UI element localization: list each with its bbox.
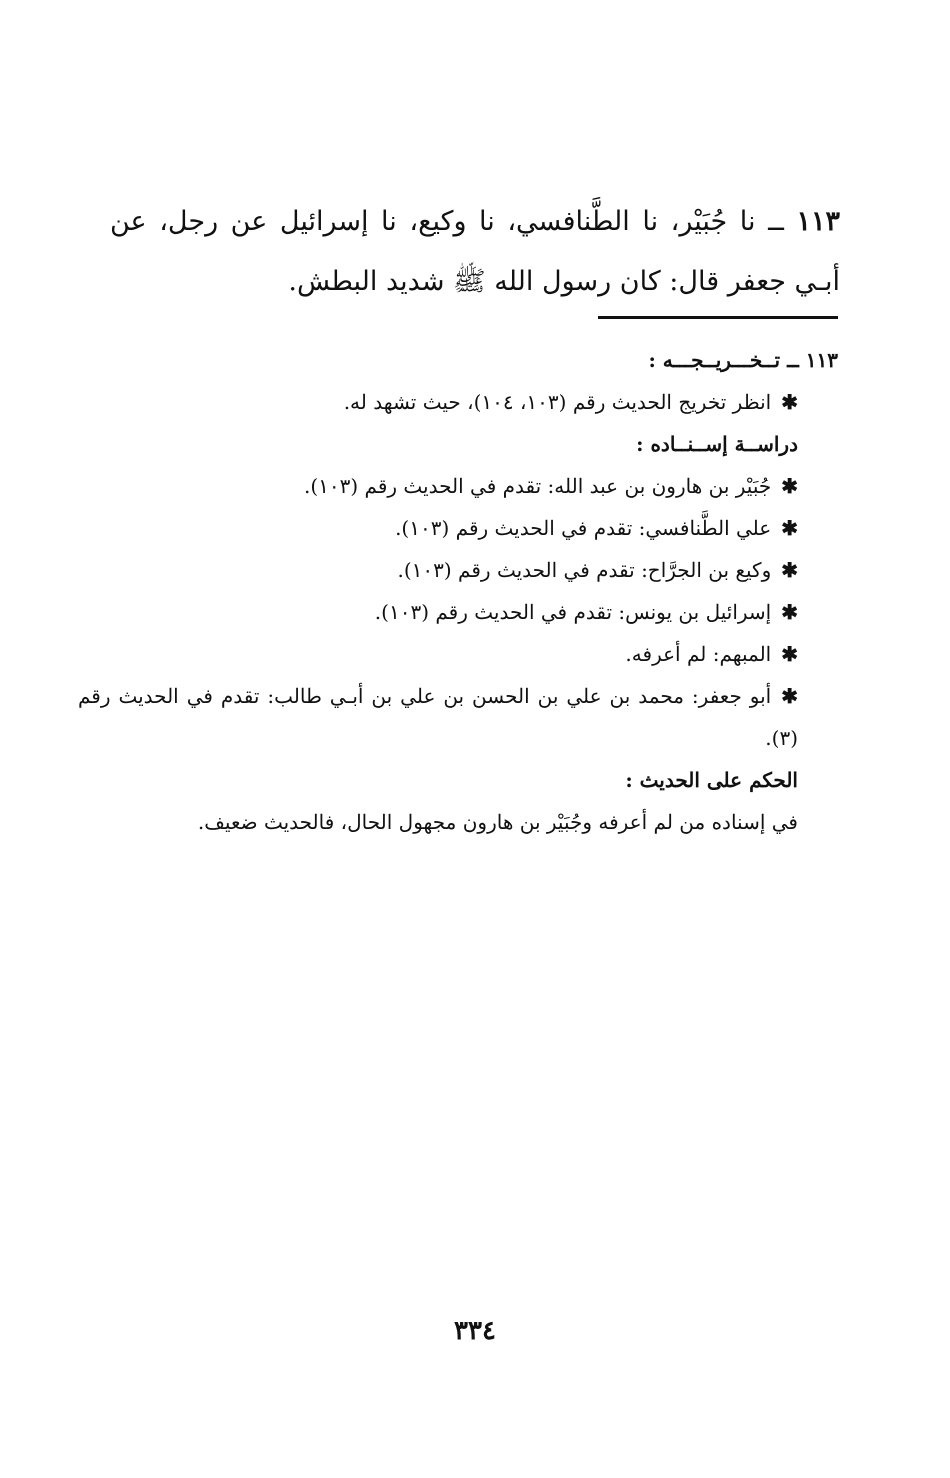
isnad-heading: دراســة إســنــاده : <box>636 432 798 456</box>
hukm-heading: الحكم على الحديث : <box>625 768 798 792</box>
hukm-text: في إسناده من لم أعرفه وجُبَيْر بن هارون مجهول الحال، فالحديث ضعيف. <box>197 810 798 834</box>
isnad-item-text: وكيع بن الجرَّاح: تقدم في الحديث رقم (١٠٣). <box>397 558 772 582</box>
isnad-item <box>78 633 838 675</box>
isnad-item <box>78 465 838 507</box>
isnad-item <box>78 675 838 759</box>
hadith-dash: ــ <box>768 206 784 237</box>
page-number: ٣٣٤ <box>454 1316 496 1346</box>
takhrij-heading <box>78 339 838 381</box>
isnad-item-text: جُبَيْر بن هارون بن عبد الله: تقدم في الحديث رقم (١٠٣). <box>303 474 772 498</box>
footnotes-section <box>78 339 838 843</box>
isnad-item-text: علي الطَّنافسي: تقدم في الحديث رقم (١٠٣). <box>395 516 772 540</box>
takhrij-text: انظر تخريج الحديث رقم (١٠٣، ١٠٤)، حيث تشهد له. <box>343 390 772 414</box>
takhrij-heading-label: تــخـــريــجـــه : <box>648 348 781 372</box>
takhrij-heading-number: ١١٣ ــ <box>787 348 838 372</box>
bullet-icon: ✱ <box>781 516 798 540</box>
hadith-text-block <box>110 192 840 312</box>
isnad-item <box>78 507 838 549</box>
bullet-icon: ✱ <box>781 600 798 624</box>
isnad-item-text: المبهم: لم أعرفه. <box>625 642 772 666</box>
isnad-item-text: إسرائيل بن يونس: تقدم في الحديث رقم (١٠٣). <box>374 600 772 624</box>
isnad-item <box>78 591 838 633</box>
hadith-number: ١١٣ <box>796 206 840 237</box>
footnote-separator <box>598 316 838 319</box>
hadith-body: نا جُبَيْر، نا الطَّنافسي، نا وكيع، نا إسرائيل عن رجل، عن أبـي جعفر قال: كان رسول الله ﷺ شديد البطش. <box>110 206 840 297</box>
bullet-icon: ✱ <box>781 684 798 708</box>
bullet-icon: ✱ <box>781 474 798 498</box>
bullet-icon: ✱ <box>781 642 798 666</box>
isnad-item-text: أبو جعفر: محمد بن علي بن الحسن بن علي بن أبـي طالب: تقدم في الحديث رقم (٣). <box>78 684 798 750</box>
isnad-item <box>78 549 838 591</box>
bullet-icon: ✱ <box>781 390 798 414</box>
takhrij-line <box>78 381 838 423</box>
bullet-icon: ✱ <box>781 558 798 582</box>
